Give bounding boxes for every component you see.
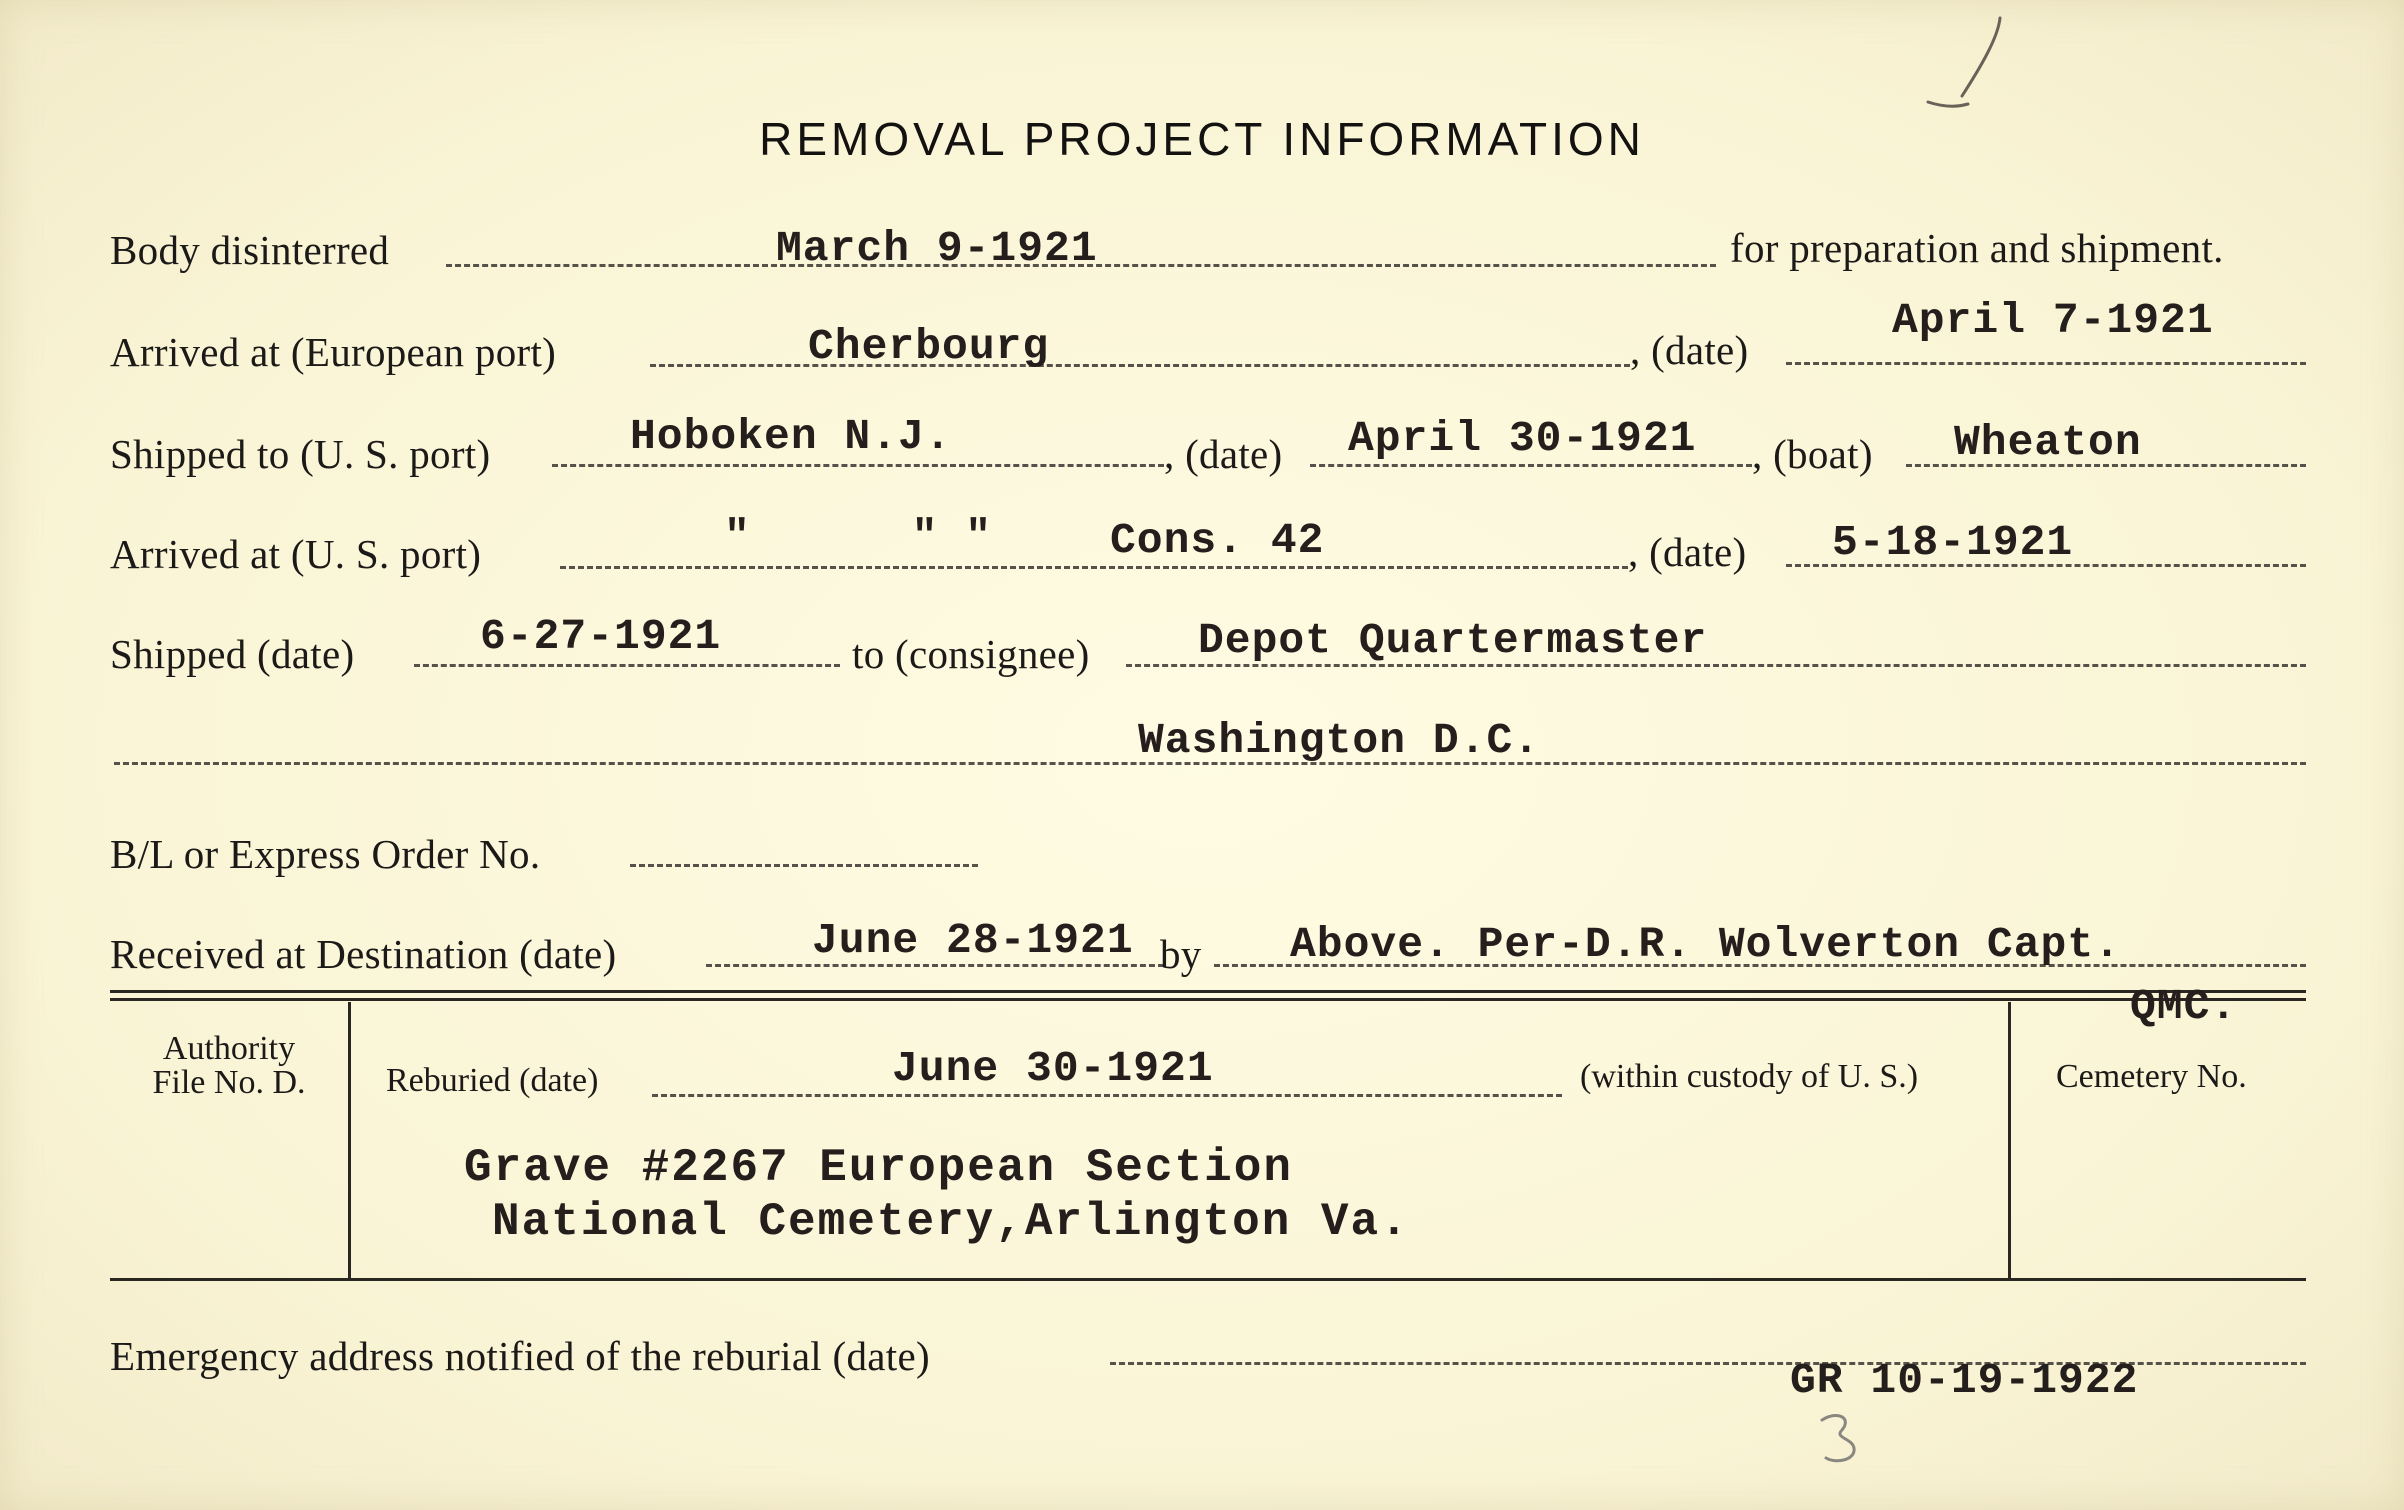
cemetery-no-label: Cemetery No. [2056, 1058, 2247, 1095]
arrived-us-date-value: 5-18-1921 [1832, 518, 2074, 567]
box-top-rule-2 [110, 998, 2306, 1001]
received-by-value-2: QMC. [2130, 982, 2238, 1031]
pencil-scribble-icon [1808, 1404, 1878, 1474]
boat-value: Wheaton [1954, 418, 2142, 467]
european-port-line [650, 364, 1630, 367]
grave-line-1: Grave #2267 European Section [464, 1142, 1293, 1194]
us-date-line [1310, 464, 1752, 467]
received-by-label: by [1160, 931, 1202, 977]
shipped-date-label: Shipped (date) [110, 631, 355, 677]
european-port-value: Cherbourg [808, 322, 1050, 371]
reburied-label: Reburied (date) [386, 1062, 599, 1099]
us-port-value: Hoboken N.J. [630, 412, 952, 461]
european-date-line [1786, 362, 2306, 365]
consignee-label: to (consignee) [852, 631, 1090, 677]
arrived-us-date-label: , (date) [1628, 529, 1747, 575]
us-date-value: April 30-1921 [1348, 414, 1697, 463]
consignee-value-2: Washington D.C. [1138, 716, 1541, 765]
reburied-date-value: June 30-1921 [892, 1044, 1214, 1093]
consignee-value: Depot Quartermaster [1198, 616, 1708, 665]
received-by-value: Above. Per-D.R. Wolverton Capt. [1290, 920, 2121, 969]
reburied-line [652, 1094, 1562, 1097]
file-no-label: File No. D. [152, 1064, 306, 1101]
grave-line-2: National Cemetery,Arlington Va. [492, 1196, 1410, 1248]
boat-label: , (boat) [1752, 431, 1873, 477]
pencil-checkmark-icon [1880, 8, 2020, 118]
custody-note: (within custody of U. S.) [1580, 1058, 1919, 1095]
emergency-label: Emergency address notified of the reburial (date) [110, 1333, 930, 1379]
box-divider-right [2008, 1002, 2011, 1278]
bl-line [630, 864, 978, 867]
bl-label: B/L or Express Order No. [110, 831, 541, 877]
box-divider-left [348, 1002, 351, 1278]
shipped-date-value: 6-27-1921 [480, 612, 722, 661]
box-top-rule-1 [110, 990, 2306, 993]
european-port-label: Arrived at (European port) [110, 329, 557, 375]
card-title: REMOVAL PROJECT INFORMATION [759, 113, 1645, 165]
european-date-label: , (date) [1630, 327, 1749, 373]
us-date-label: , (date) [1164, 431, 1283, 477]
disinterred-label: Body disinterred [110, 227, 390, 273]
arrived-us-cons: Cons. 42 [1110, 516, 1325, 565]
us-port-line [552, 464, 1164, 467]
arrived-us-label: Arrived at (U. S. port) [110, 531, 482, 577]
received-label: Received at Destination (date) [110, 931, 617, 977]
disinterred-value: March 9-1921 [776, 224, 1098, 273]
authority-label: Authority [162, 1030, 296, 1067]
emergency-value: GR 10-19-1922 [1790, 1356, 2139, 1405]
european-date-value: April 7-1921 [1892, 296, 2214, 345]
arrived-us-ditto: " " " [724, 512, 993, 561]
box-bottom-rule [110, 1278, 2306, 1281]
received-date-value: June 28-1921 [812, 916, 1134, 965]
us-port-label: Shipped to (U. S. port) [110, 431, 491, 477]
shipped-date-line [414, 664, 840, 667]
disinterred-suffix: for preparation and shipment. [1730, 225, 2224, 271]
arrived-us-line [560, 566, 1628, 569]
